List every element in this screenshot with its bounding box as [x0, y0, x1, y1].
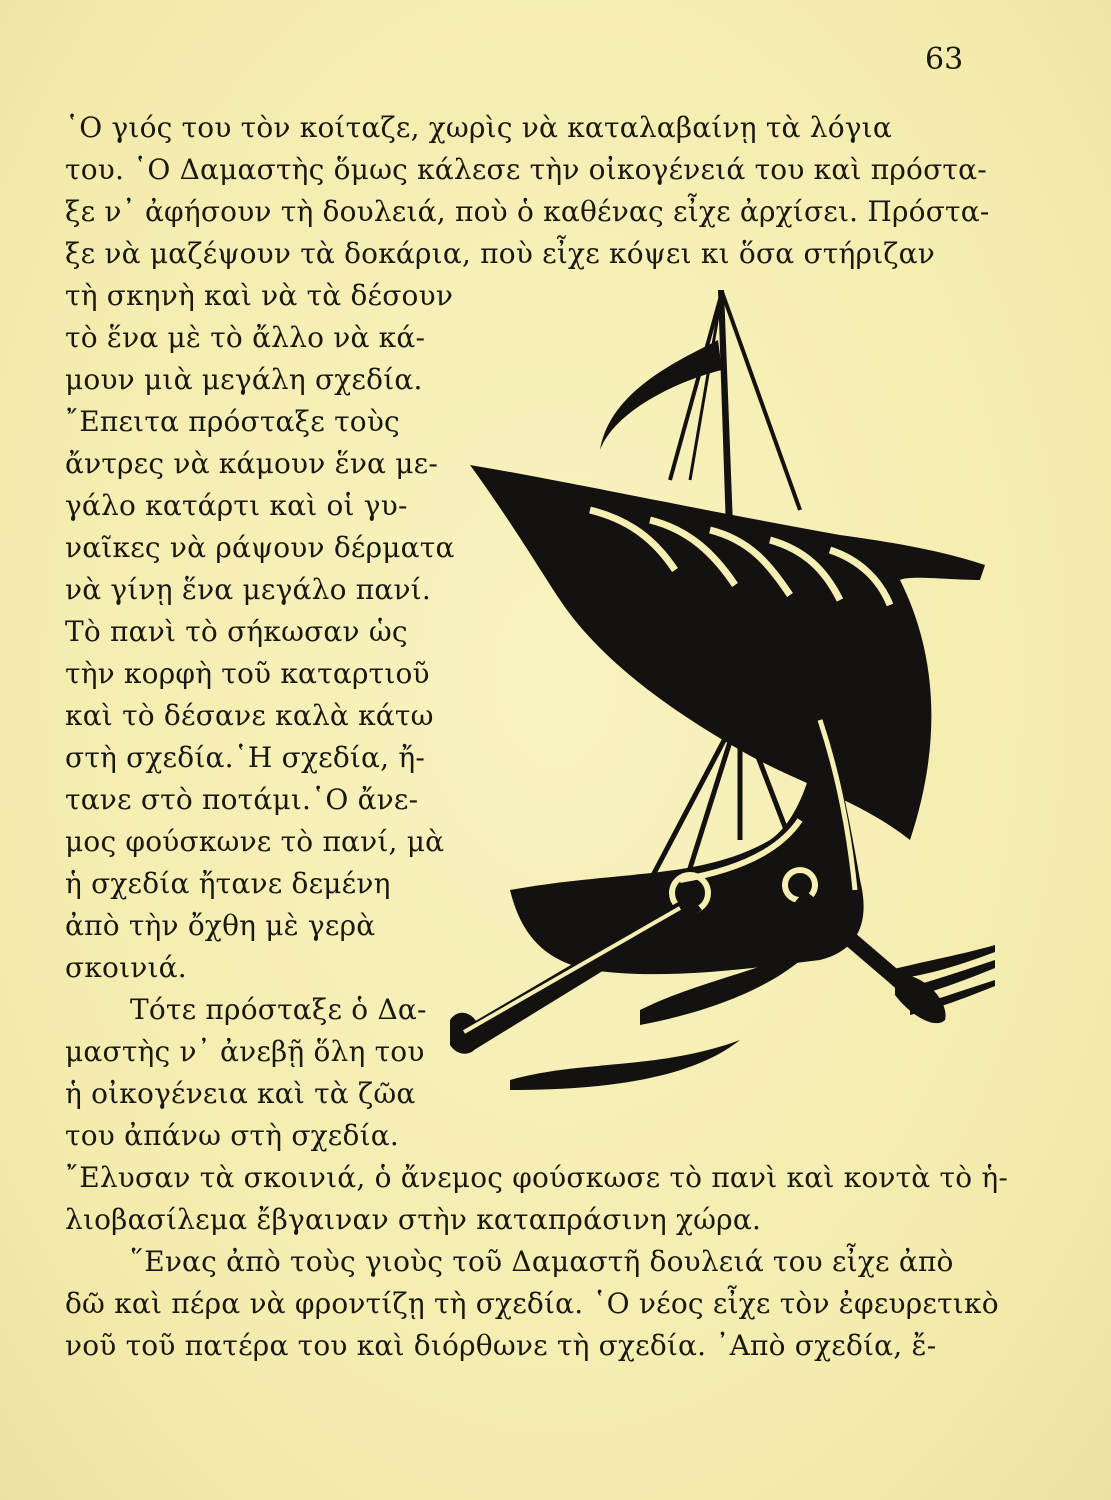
text-line: μουν μιὰ μεγάλη σχεδία. — [65, 363, 423, 396]
text-line: τὴν κορφὴ τοῦ καταρτιοῦ — [65, 657, 430, 690]
text-line: σκοινιά. — [65, 951, 187, 984]
sailboat-woodcut-icon — [440, 280, 1000, 1100]
text-line: στὴ σχεδία.῾Η σχεδία, ἤ- — [65, 741, 425, 774]
text-line: ῾Ο γιός του τὸν κοίταζε, χωρὶς νὰ καταλαβαίνῃ τὰ λόγια — [65, 111, 892, 144]
text-line: μος φούσκωνε τὸ πανί, μὰ — [65, 825, 445, 858]
text-line: Τὸ πανὶ τὸ σήκωσαν ὡς — [65, 615, 408, 648]
text-line: λιοβασίλεμα ἔβγαιναν στὴν καταπράσινη χώρα. — [65, 1203, 762, 1236]
text-line: τὴ σκηνὴ καὶ νὰ τὰ δέσουν — [65, 279, 454, 312]
text-line: ἡ οἰκογένεια καὶ τὰ ζῶα — [65, 1077, 416, 1110]
text-line: γάλο κατάρτι καὶ οἱ γυ- — [65, 489, 408, 522]
text-line: μαστὴς ν᾿ ἀνεβῇ ὅλη του — [65, 1035, 425, 1068]
text-line: του ἀπάνω στὴ σχεδία. — [65, 1119, 399, 1152]
text-line: ἄντρες νὰ κάμουν ἕνα με- — [65, 447, 439, 480]
text-line: ἀπὸ τὴν ὄχθη μὲ γερὰ — [65, 909, 376, 942]
text-line: δῶ καὶ πέρα νὰ φροντίζῃ τὴ σχεδία. ῾Ο νέος εἶχε τὸν ἐφευρετικὸ — [65, 1287, 999, 1320]
text-line: ῎Ελυσαν τὰ σκοινιά, ὁ ἄνεμος φούσκωσε τὸ πανὶ καὶ κοντὰ τὸ ἡ- — [65, 1161, 1008, 1194]
text-line: νοῦ τοῦ πατέρα του καὶ διόρθωνε τὴ σχεδία. ᾿Απὸ σχεδία, ἔ- — [65, 1329, 937, 1362]
text-line: τὸ ἕνα μὲ τὸ ἄλλο νὰ κά- — [65, 321, 426, 354]
page-number: 63 — [925, 42, 964, 77]
text-line: τανε στὸ ποτάμι.῾Ο ἄνε- — [65, 783, 419, 816]
text-line: Τότε πρόσταξε ὁ Δα- — [130, 993, 427, 1026]
text-line: ξε νὰ μαζέψουν τὰ δοκάρια, ποὺ εἶχε κόψει κι ὅσα στήριζαν — [65, 237, 935, 270]
text-line: ναῖκες νὰ ράψουν δέρματα — [65, 531, 455, 564]
text-line: ῞Ενας ἀπὸ τοὺς γιοὺς τοῦ Δαμαστῆ δουλειά του εἶχε ἀπὸ — [130, 1245, 954, 1278]
text-line: ξε ν᾿ ἀφήσουν τὴ δουλειά, ποὺ ὁ καθένας εἶχε ἀρχίσει. Πρόστα- — [65, 195, 990, 228]
text-line: ἡ σχεδία ἤτανε δεμένη — [65, 867, 391, 900]
text-line: ῎Επειτα πρόσταξε τοὺς — [65, 405, 400, 438]
text-line: του. ῾Ο Δαμαστὴς ὅμως κάλεσε τὴν οἰκογένειά του καὶ πρόστα- — [65, 153, 987, 186]
text-line: καὶ τὸ δέσανε καλὰ κάτω — [65, 699, 434, 732]
text-line: νὰ γίνῃ ἕνα μεγάλο πανί. — [65, 573, 431, 606]
